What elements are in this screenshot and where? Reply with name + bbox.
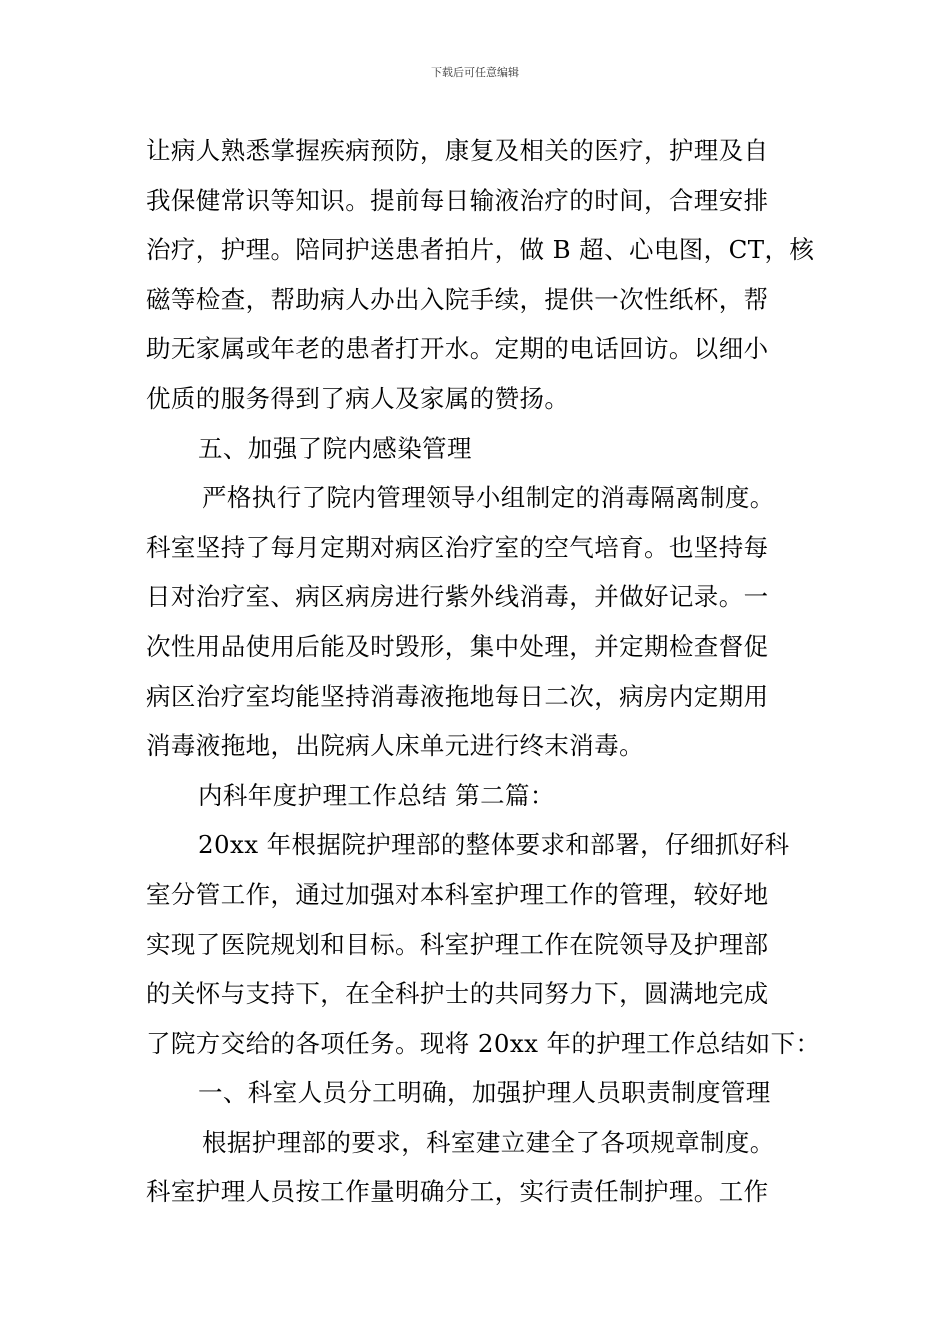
text-line: 助无家属或年老的患者打开水。定期的电话回访。以细小 <box>146 334 769 364</box>
document-body <box>146 126 821 1217</box>
text-line: 消毒液拖地，出院病人床单元进行终末消毒。 <box>146 731 644 761</box>
section-heading: 一、科室人员分工明确，加强护理人员职责制度管理 <box>198 1078 771 1108</box>
page-header-note: 下载后可任意编辑 <box>431 66 519 79</box>
paragraph-first-line: 20xx 年根据院护理部的整体要求和部署，仔细抓好科 <box>198 830 790 860</box>
text-line: 科室坚持了每月定期对病区治疗室的空气培育。也坚持每 <box>146 532 769 562</box>
text-line: 日对治疗室、病区病房进行紫外线消毒，并做好记录。一 <box>146 582 769 612</box>
text-line: 治疗，护理。陪同护送患者拍片，做 B 超、心电图，CT，核 <box>146 235 815 265</box>
paragraph-first-line: 根据护理部的要求，科室建立建全了各项规章制度。 <box>202 1127 775 1157</box>
text-line: 次性用品使用后能及时毁形，集中处理，并定期检查督促 <box>146 631 769 661</box>
text-line: 优质的服务得到了病人及家属的赞扬。 <box>146 383 570 413</box>
text-line: 病区治疗室均能坚持消毒液拖地每日二次，病房内定期用 <box>146 681 769 711</box>
text-line: 磁等检查，帮助病人办出入院手续，提供一次性纸杯，帮 <box>146 284 769 314</box>
article-title: 内科年度护理工作总结 第二篇： <box>198 780 555 810</box>
text-line: 的关怀与支持下，在全科护士的共同努力下，圆满地完成 <box>146 979 769 1009</box>
text-line: 科室护理人员按工作量明确分工，实行责任制护理。工作 <box>146 1177 769 1207</box>
text-line: 室分管工作，通过加强对本科室护理工作的管理，较好地 <box>146 879 769 909</box>
text-line: 我保健常识等知识。提前每日输液治疗的时间，合理安排 <box>146 185 769 215</box>
text-line: 实现了医院规划和目标。科室护理工作在院领导及护理部 <box>146 929 769 959</box>
text-line: 了院方交给的各项任务。现将 20xx 年的护理工作总结如下： <box>146 1028 821 1058</box>
paragraph-first-line: 严格执行了院内管理领导小组制定的消毒隔离制度。 <box>202 483 775 513</box>
text-line: 让病人熟悉掌握疾病预防，康复及相关的医疗，护理及自 <box>146 136 769 165</box>
section-heading: 五、加强了院内感染管理 <box>198 433 472 463</box>
